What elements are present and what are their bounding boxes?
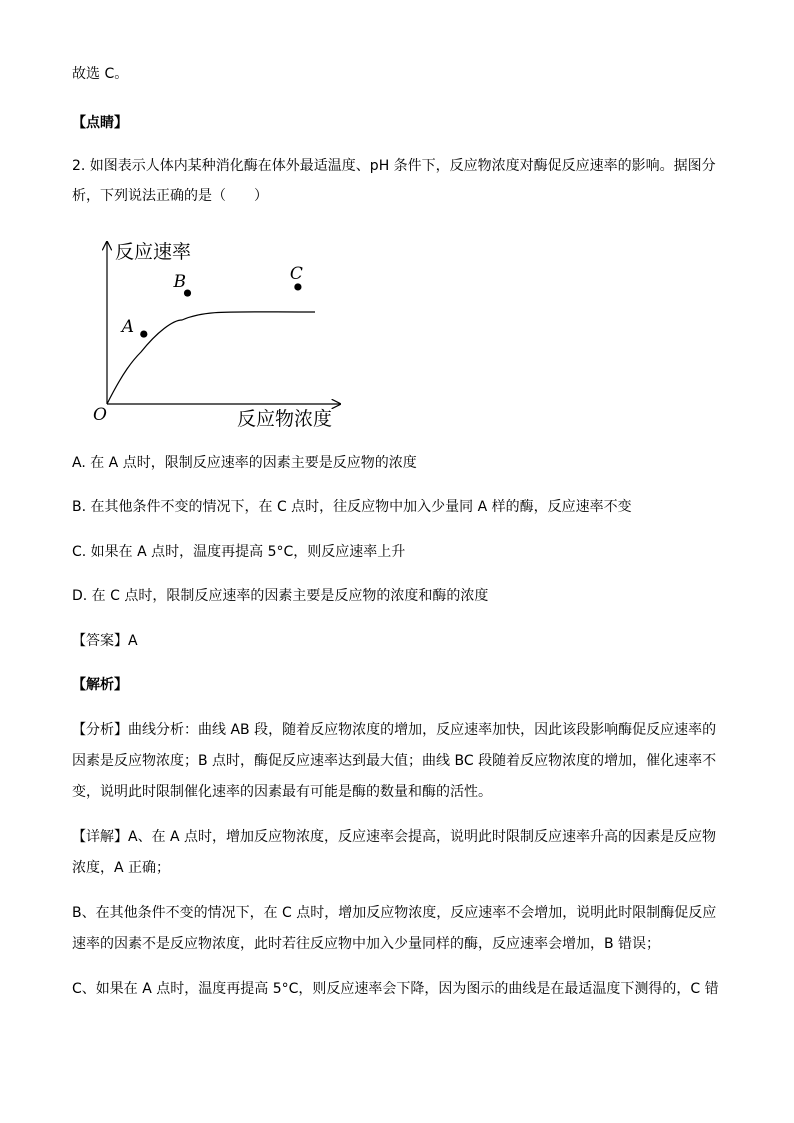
rate-curve <box>107 312 315 404</box>
analysis-heading: 【解析】 <box>72 677 128 693</box>
text-line: 故选 C。 <box>72 66 129 82</box>
point-label-b: B <box>173 272 186 293</box>
point-c <box>294 283 301 290</box>
point-a <box>140 330 147 337</box>
origin-label: O <box>93 405 107 425</box>
detail-b-line: 速率的因素不是反应物浓度，此时若往反应物中加入少量同样的酶，反应速率会增加，B 错误； <box>72 936 661 952</box>
x-axis-label: 反应物浓度 <box>237 408 333 430</box>
detail-line: 浓度，A 正确； <box>72 860 171 876</box>
question-text: 析，下列说法正确的是（ ） <box>72 188 268 204</box>
answer: 【答案】A <box>72 633 138 649</box>
reaction-rate-chart <box>85 232 345 432</box>
analysis-line: 【分析】曲线分析：曲线 AB 段，随着反应物浓度的增加，反应速率加快，因此该段影响酶促反应速率的 <box>72 722 717 738</box>
detail-c-line: C、如果在 A 点时，温度再提高 5°C，则反应速率会下降，因为图示的曲线是在最适温度下测得的，C 错 <box>72 981 719 997</box>
option-c: C. 如果在 A 点时，温度再提高 5°C，则反应速率上升 <box>72 544 406 560</box>
option-b: B. 在其他条件不变的情况下，在 C 点时，往反应物中加入少量同 A 样的酶，反应速率不变 <box>72 499 632 515</box>
point-label-a: A <box>121 317 135 338</box>
detail-b-line: B、在其他条件不变的情况下，在 C 点时，增加反应物浓度，反应速率不会增加，说明此时限制酶促反应 <box>72 905 717 921</box>
analysis-line: 变，说明此时限制催化速率的因素最有可能是酶的数量和酶的活性。 <box>72 784 492 800</box>
y-axis-label: 反应速率 <box>115 241 192 263</box>
point-label-c: C <box>289 263 303 284</box>
option-d: D. 在 C 点时，限制反应速率的因素主要是反应物的浓度和酶的浓度 <box>72 588 489 604</box>
detail-line: 【详解】A、在 A 点时，增加反应物浓度，反应速率会提高，说明此时限制反应速率升高的因素是反应物 <box>72 829 717 845</box>
option-a: A. 在 A 点时，限制反应速率的因素主要是反应物的浓度 <box>72 455 417 471</box>
analysis-line: 因素是反应物浓度；B 点时，酶促反应速率达到最大值；曲线 BC 段随着反应物浓度的增加，催化速率不 <box>72 753 717 769</box>
question-text: 2. 如图表示人体内某种消化酶在体外最适温度、pH 条件下，反应物浓度对酶促反应速率的影响。据图分 <box>72 158 716 174</box>
section-heading: 【点睛】 <box>72 115 128 131</box>
